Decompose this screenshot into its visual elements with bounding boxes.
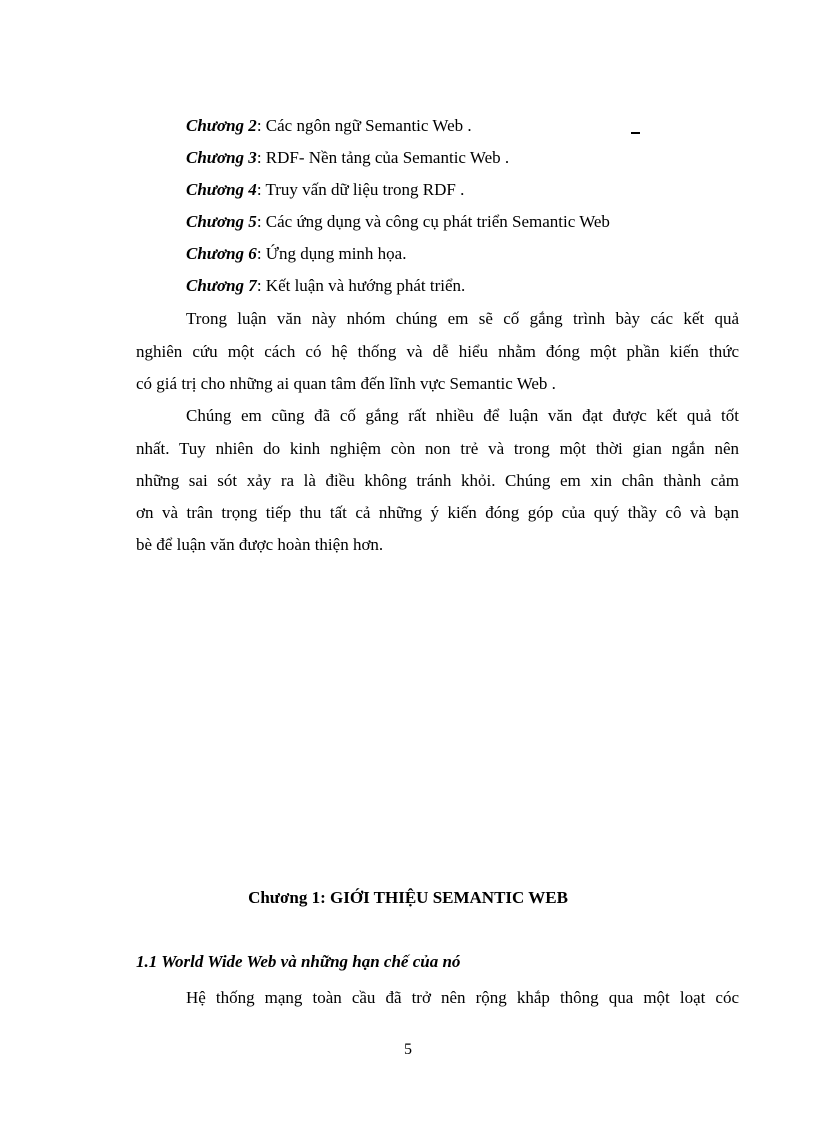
chapter-list-item-7 [186, 275, 465, 297]
paragraph-line: nhất. Tuy nhiên do kinh nghiệm còn non trẻ và trong một thời gian ngắn nên [136, 439, 739, 458]
chapter-label: Chương 3 [186, 148, 257, 167]
chapter-label: Chương 4 [186, 180, 257, 199]
paragraph-line: những sai sót xảy ra là điều không tránh khỏi. Chúng em xin chân thành cảm [136, 471, 739, 490]
chapter-title: : Ứng dụng minh họa. [256, 244, 407, 263]
text-cursor-mark [631, 132, 640, 134]
chapter-title: : Kết luận và hướng phát triển. [256, 276, 466, 295]
chapter-list-item-6 [186, 243, 406, 265]
chapter-label: Chương 5 [186, 212, 257, 231]
chapter-title: : Các ngôn ngữ Semantic Web . [256, 116, 472, 135]
section-heading: 1.1 World Wide Web và những hạn chế của nó [136, 952, 461, 971]
paragraph-line: nghiên cứu một cách có hệ thống và dễ hiểu nhằm đóng một phần kiến thức [136, 342, 739, 361]
chapter-title: : Các ứng dụng và công cụ phát triển Semantic Web [256, 212, 610, 231]
page-number: 5 [404, 1041, 412, 1058]
paragraph-line: Hệ thống mạng toàn cầu đã trở nên rộng khắp thông qua một loạt cóc [186, 988, 739, 1007]
chapter-list-item-3 [186, 147, 509, 169]
chapter-label: Chương 6 [186, 244, 257, 263]
chapter-heading: Chương 1: GIỚI THIỆU SEMANTIC WEB [248, 888, 568, 907]
paragraph-line: ơn và trân trọng tiếp thu tất cả những ý kiến đóng góp của quý thầy cô và bạn [136, 503, 739, 522]
chapter-title: : RDF- Nền tảng của Semantic Web . [256, 148, 510, 167]
chapter-label: Chương 7 [186, 276, 257, 295]
chapter-list-item-2 [186, 115, 472, 137]
chapter-label: Chương 2 [186, 116, 257, 135]
paragraph-line: bè để luận văn được hoàn thiện hơn. [136, 535, 384, 554]
paragraph-line: có giá trị cho những ai quan tâm đến lĩnh vực Semantic Web . [136, 374, 556, 393]
chapter-list-item-5 [186, 211, 610, 233]
chapter-list-item-4 [186, 179, 464, 201]
paragraph-line: Trong luận văn này nhóm chúng em sẽ cố gắng trình bày các kết quả [186, 309, 739, 328]
chapter-title: : Truy vấn dữ liệu trong RDF . [256, 180, 465, 199]
paragraph-line: Chúng em cũng đã cố gắng rất nhiều để luận văn đạt được kết quả tốt [186, 406, 739, 425]
